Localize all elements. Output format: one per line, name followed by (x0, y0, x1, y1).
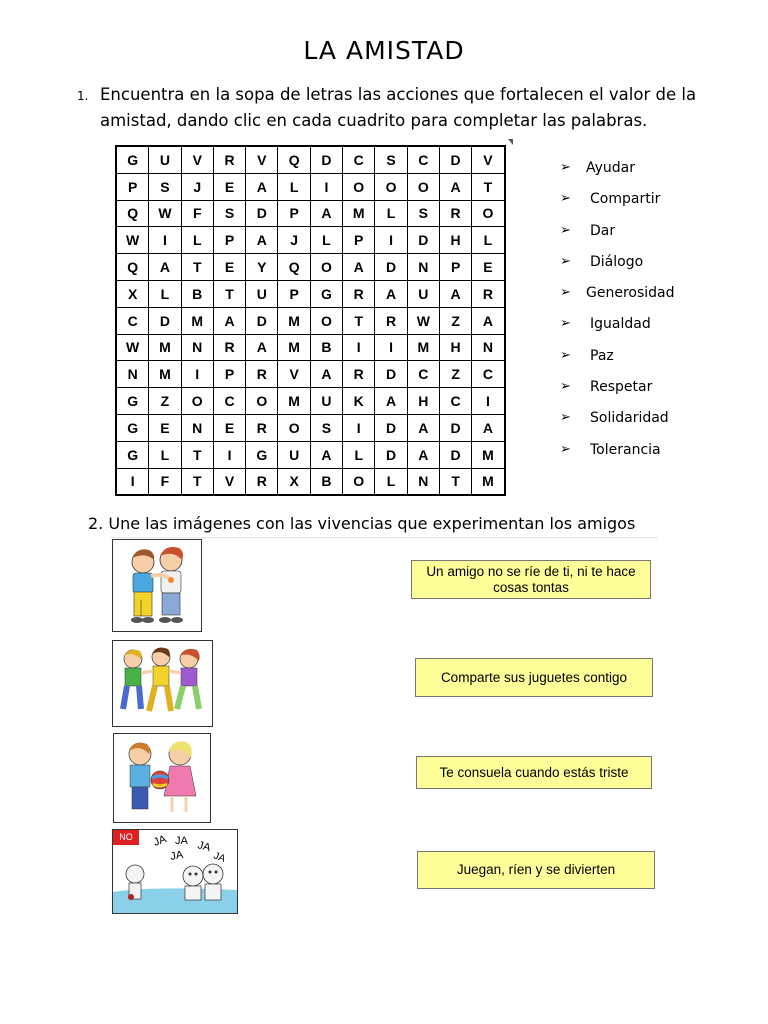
grid-cell[interactable]: T (343, 307, 375, 334)
grid-cell[interactable]: M (472, 441, 505, 468)
grid-cell[interactable]: G (116, 414, 149, 441)
grid-cell[interactable]: S (310, 414, 342, 441)
grid-cell[interactable]: W (407, 307, 439, 334)
laugh-text: JA (196, 839, 212, 855)
grid-cell[interactable]: I (375, 334, 407, 361)
grid-cell[interactable]: Z (149, 388, 181, 415)
grid-cell[interactable]: R (246, 414, 278, 441)
grid-cell[interactable]: N (407, 468, 439, 495)
grid-cell[interactable]: E (149, 414, 181, 441)
arrow-bullet-icon: ➢ (560, 253, 571, 269)
phrase-box[interactable]: Un amigo no se ríe de ti, ni te hace cosas tontas (411, 560, 651, 599)
word-list-label: Paz (590, 347, 614, 364)
grid-cell[interactable]: R (246, 361, 278, 388)
arrow-bullet-icon: ➢ (560, 191, 571, 207)
grid-cell[interactable]: A (439, 280, 471, 307)
three-friends-walking-image[interactable] (112, 640, 213, 727)
grid-cell[interactable]: P (116, 173, 149, 200)
word-list (560, 160, 675, 473)
grid-cell[interactable]: O (343, 173, 375, 200)
grid-cell[interactable]: L (310, 227, 342, 254)
grid-row (116, 414, 505, 441)
grid-cell[interactable]: Z (439, 307, 471, 334)
arrow-bullet-icon: ➢ (560, 160, 571, 175)
grid-cell[interactable]: M (149, 361, 181, 388)
grid-cell[interactable]: U (246, 280, 278, 307)
grid-cell[interactable]: A (246, 173, 278, 200)
arrow-bullet-icon: ➢ (560, 222, 571, 238)
grid-cell[interactable]: R (213, 334, 245, 361)
grid-cell[interactable]: D (246, 307, 278, 334)
grid-cell[interactable]: P (439, 254, 471, 281)
grid-cell[interactable]: L (343, 441, 375, 468)
grid-cell[interactable]: M (149, 334, 181, 361)
grid-cell[interactable]: G (116, 388, 149, 415)
grid-cell[interactable]: N (407, 254, 439, 281)
grid-cell[interactable]: O (310, 307, 342, 334)
grid-row (116, 254, 505, 281)
word-search (115, 145, 506, 496)
grid-cell[interactable]: V (246, 146, 278, 173)
grid-cell[interactable]: T (213, 280, 245, 307)
grid-cell[interactable]: C (407, 146, 439, 173)
grid-row (116, 388, 505, 415)
grid-cell[interactable]: W (149, 200, 181, 227)
grid-corner-mark (508, 139, 513, 145)
grid-cell[interactable]: E (213, 254, 245, 281)
word-list-label: Generosidad (586, 285, 675, 302)
grid-row (116, 173, 505, 200)
word-list-item (560, 160, 675, 191)
grid-cell[interactable]: N (181, 414, 213, 441)
grid-cell[interactable]: L (149, 441, 181, 468)
grid-cell[interactable]: M (343, 200, 375, 227)
grid-cell[interactable]: M (472, 468, 505, 495)
grid-cell[interactable]: L (149, 280, 181, 307)
grid-cell[interactable]: V (213, 468, 245, 495)
section2-instruction: Une las imágenes con las vivencias que experimentan los amigos (108, 514, 636, 533)
laugh-text: JA (169, 848, 185, 863)
grid-cell[interactable]: P (213, 361, 245, 388)
grid-row (116, 334, 505, 361)
grid-cell[interactable]: H (439, 334, 471, 361)
grid-row (116, 441, 505, 468)
grid-cell[interactable]: O (181, 388, 213, 415)
grid-cell[interactable]: F (149, 468, 181, 495)
grid-cell[interactable]: P (278, 280, 310, 307)
grid-cell[interactable]: A (407, 414, 439, 441)
grid-cell[interactable]: W (116, 227, 149, 254)
grid-cell[interactable]: L (375, 200, 407, 227)
grid-cell[interactable]: C (439, 388, 471, 415)
grid-cell[interactable]: A (246, 227, 278, 254)
grid-row (116, 280, 505, 307)
arrow-bullet-icon: ➢ (560, 441, 571, 457)
word-list-label: Dar (590, 222, 616, 239)
grid-cell[interactable]: B (310, 334, 342, 361)
grid-cell[interactable]: I (310, 173, 342, 200)
grid-cell[interactable]: A (375, 388, 407, 415)
friends-sharing-ball-image[interactable] (113, 733, 211, 823)
grid-cell[interactable]: D (246, 200, 278, 227)
no-badge: NO (113, 830, 139, 845)
grid-cell[interactable]: D (375, 254, 407, 281)
word-list-label: Igualdad (590, 316, 651, 333)
word-list-label: Solidaridad (590, 410, 669, 427)
grid-cell[interactable]: O (343, 468, 375, 495)
grid-cell[interactable]: N (472, 334, 505, 361)
laugh-text: JA (151, 833, 169, 849)
grid-cell[interactable]: V (472, 146, 505, 173)
grid-cell[interactable]: A (310, 441, 342, 468)
word-list-label: Tolerancia (590, 441, 661, 458)
grid-cell[interactable]: A (439, 173, 471, 200)
grid-cell[interactable]: O (278, 414, 310, 441)
grid-cell[interactable]: Q (278, 254, 310, 281)
grid-cell[interactable]: T (472, 173, 505, 200)
section2-number: 2. (88, 514, 104, 533)
grid-cell[interactable]: B (181, 280, 213, 307)
grid-cell[interactable]: G (116, 146, 149, 173)
word-list-item (560, 285, 675, 316)
grid-cell[interactable]: I (343, 414, 375, 441)
grid-cell[interactable]: D (439, 414, 471, 441)
grid-cell[interactable]: G (246, 441, 278, 468)
grid-cell[interactable]: C (472, 361, 505, 388)
grid-row (116, 361, 505, 388)
section1-instruction: Encuentra en la sopa de letras las acciones que fortalecen el valor de la amistad, dando clic en cada cuadrito para completar las palabras. (100, 85, 697, 130)
grid-cell[interactable]: I (213, 441, 245, 468)
word-list-label: Diálogo (590, 253, 644, 270)
grid-cell[interactable]: Z (439, 361, 471, 388)
grid-cell[interactable]: L (181, 227, 213, 254)
word-list-item (560, 348, 675, 379)
grid-cell[interactable]: T (181, 468, 213, 495)
divider (110, 537, 658, 538)
grid-cell[interactable]: J (278, 227, 310, 254)
grid-cell[interactable]: R (246, 468, 278, 495)
word-list-item (560, 191, 675, 222)
arrow-bullet-icon: ➢ (560, 410, 571, 426)
grid-cell[interactable]: B (310, 468, 342, 495)
arrow-bullet-icon: ➢ (560, 347, 571, 363)
grid-cell[interactable]: L (278, 173, 310, 200)
word-list-item (560, 223, 675, 254)
grid-cell[interactable]: A (246, 334, 278, 361)
grid-cell[interactable]: R (375, 307, 407, 334)
grid-cell[interactable]: D (149, 307, 181, 334)
phrase-box[interactable]: Juegan, ríen y se divierten (417, 851, 655, 889)
grid-cell[interactable]: M (278, 388, 310, 415)
grid-cell[interactable]: R (343, 361, 375, 388)
word-list-item (560, 316, 675, 347)
section2-heading (88, 514, 635, 533)
grid-cell[interactable]: A (375, 280, 407, 307)
grid-cell[interactable]: R (343, 280, 375, 307)
grid-cell[interactable]: X (278, 468, 310, 495)
grid-row (116, 307, 505, 334)
grid-cell[interactable]: A (472, 307, 505, 334)
grid-cell[interactable]: E (213, 414, 245, 441)
grid-cell[interactable]: A (310, 361, 342, 388)
grid-cell[interactable]: I (181, 361, 213, 388)
grid-row (116, 146, 505, 173)
grid-cell[interactable]: L (375, 468, 407, 495)
section1-number: 1. (77, 89, 89, 103)
grid-cell[interactable]: T (181, 254, 213, 281)
word-list-label: Compartir (590, 191, 661, 208)
grid-cell[interactable]: O (246, 388, 278, 415)
grid-cell[interactable]: Q (116, 200, 149, 227)
grid-cell[interactable]: E (213, 173, 245, 200)
grid-cell[interactable]: K (343, 388, 375, 415)
arrow-bullet-icon: ➢ (560, 285, 571, 301)
grid-cell[interactable]: D (439, 441, 471, 468)
grid-cell[interactable]: I (149, 227, 181, 254)
grid-cell[interactable]: U (310, 388, 342, 415)
grid-cell[interactable]: M (407, 334, 439, 361)
word-list-item (560, 379, 675, 410)
children-laughing-at-child-image[interactable] (112, 829, 238, 914)
grid-cell[interactable]: Y (246, 254, 278, 281)
grid-row (116, 468, 505, 495)
grid-cell[interactable]: I (472, 388, 505, 415)
laugh-text: JA (175, 835, 188, 847)
grid-cell[interactable]: M (278, 334, 310, 361)
arrow-bullet-icon: ➢ (560, 316, 571, 332)
grid-cell[interactable]: C (343, 146, 375, 173)
grid-cell[interactable]: J (181, 173, 213, 200)
phrase-box[interactable]: Comparte sus juguetes contigo (415, 658, 653, 697)
grid-cell[interactable]: I (375, 227, 407, 254)
grid-cell[interactable]: U (278, 441, 310, 468)
grid-cell[interactable]: A (472, 414, 505, 441)
grid-cell[interactable]: H (439, 227, 471, 254)
grid-cell[interactable]: U (407, 280, 439, 307)
grid-cell[interactable]: U (149, 146, 181, 173)
laugh-text: JA (211, 850, 227, 865)
word-list-label: Respetar (590, 379, 653, 396)
grid-cell[interactable]: E (472, 254, 505, 281)
grid-cell[interactable]: G (116, 441, 149, 468)
grid-cell[interactable]: P (278, 200, 310, 227)
grid-cell[interactable]: C (213, 388, 245, 415)
grid-cell[interactable]: N (116, 361, 149, 388)
grid-cell[interactable]: A (213, 307, 245, 334)
phrase-box[interactable]: Te consuela cuando estás triste (416, 756, 652, 789)
grid-cell[interactable]: O (375, 173, 407, 200)
word-list-item (560, 410, 675, 441)
grid-cell[interactable]: D (407, 227, 439, 254)
grid-cell[interactable]: O (407, 173, 439, 200)
grid-cell[interactable]: F (181, 200, 213, 227)
grid-cell[interactable]: I (343, 334, 375, 361)
word-search-grid (115, 145, 506, 496)
grid-cell[interactable]: A (343, 254, 375, 281)
word-list-label: Ayudar (586, 160, 636, 176)
grid-cell[interactable]: C (407, 361, 439, 388)
grid-cell[interactable]: S (407, 200, 439, 227)
grid-cell[interactable]: R (213, 146, 245, 173)
grid-cell[interactable]: V (181, 146, 213, 173)
grid-cell[interactable]: Q (116, 254, 149, 281)
grid-row (116, 227, 505, 254)
grid-cell[interactable]: A (310, 200, 342, 227)
word-list-item (560, 254, 675, 285)
grid-cell[interactable]: W (116, 334, 149, 361)
grid-cell[interactable]: S (149, 173, 181, 200)
grid-cell[interactable]: S (213, 200, 245, 227)
grid-cell[interactable]: D (439, 146, 471, 173)
grid-cell[interactable]: A (407, 441, 439, 468)
page-title: LA AMISTAD (303, 36, 465, 65)
grid-cell[interactable]: V (278, 361, 310, 388)
grid-cell[interactable]: S (375, 146, 407, 173)
grid-cell[interactable]: D (375, 414, 407, 441)
grid-cell[interactable]: M (181, 307, 213, 334)
grid-cell[interactable]: N (181, 334, 213, 361)
grid-cell[interactable]: D (375, 441, 407, 468)
grid-cell[interactable]: L (472, 227, 505, 254)
grid-cell[interactable]: D (375, 361, 407, 388)
grid-cell[interactable]: X (116, 280, 149, 307)
grid-cell[interactable]: I (116, 468, 149, 495)
grid-cell[interactable]: T (439, 468, 471, 495)
two-friends-hugging-image[interactable] (112, 539, 202, 632)
grid-row (116, 200, 505, 227)
grid-cell[interactable]: C (116, 307, 149, 334)
grid-cell[interactable]: D (310, 146, 342, 173)
grid-cell[interactable]: G (310, 280, 342, 307)
grid-cell[interactable]: P (343, 227, 375, 254)
grid-cell[interactable]: R (439, 200, 471, 227)
grid-cell[interactable]: T (181, 441, 213, 468)
grid-cell[interactable]: O (310, 254, 342, 281)
arrow-bullet-icon: ➢ (560, 379, 571, 395)
word-list-item (560, 442, 675, 473)
grid-cell[interactable]: M (278, 307, 310, 334)
grid-cell[interactable]: R (472, 280, 505, 307)
grid-cell[interactable]: A (149, 254, 181, 281)
grid-cell[interactable]: P (213, 227, 245, 254)
grid-cell[interactable]: H (407, 388, 439, 415)
grid-cell[interactable]: O (472, 200, 505, 227)
grid-cell[interactable]: Q (278, 146, 310, 173)
